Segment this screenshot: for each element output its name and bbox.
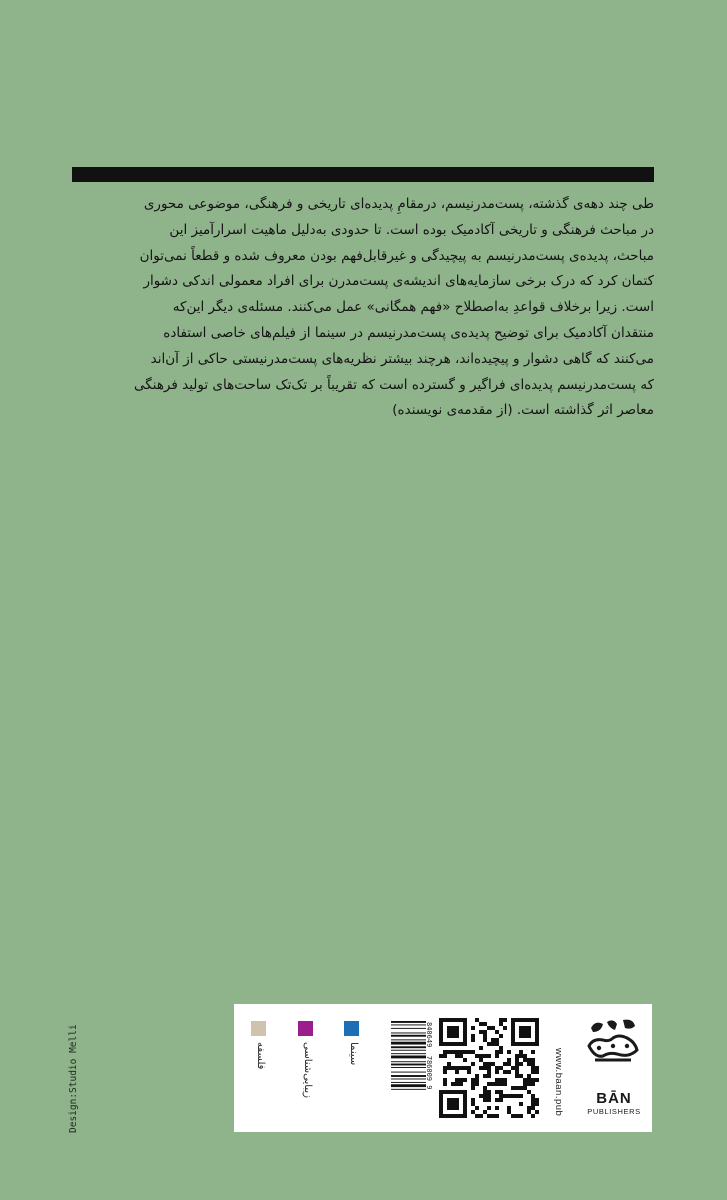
barcode-bar xyxy=(391,1061,426,1062)
qr-module xyxy=(507,1050,511,1054)
qr-module xyxy=(535,1070,539,1074)
qr-module xyxy=(483,1022,487,1026)
qr-module xyxy=(527,1078,531,1082)
qr-module xyxy=(507,1106,511,1110)
qr-module xyxy=(467,1050,471,1054)
qr-module xyxy=(467,1070,471,1074)
qr-module xyxy=(527,1106,531,1110)
qr-module xyxy=(463,1058,467,1062)
qr-module xyxy=(519,1074,523,1078)
barcode-bar xyxy=(391,1089,426,1090)
isbn-right: 840649 xyxy=(425,1022,433,1048)
isbn-prefix: 9 xyxy=(425,1085,433,1090)
qr-module xyxy=(519,1114,523,1118)
publisher-name: BĀN xyxy=(596,1090,632,1107)
category-label-cinema: سینما xyxy=(348,1042,359,1066)
isbn-number xyxy=(425,1022,433,1089)
qr-code[interactable] xyxy=(439,1018,539,1118)
isbn-left: 786009 xyxy=(425,1055,433,1082)
qr-module xyxy=(443,1054,447,1058)
qr-module xyxy=(471,1038,475,1042)
qr-module xyxy=(495,1030,499,1034)
qr-module xyxy=(483,1034,487,1038)
barcode-bar xyxy=(391,1056,426,1059)
qr-module xyxy=(471,1034,475,1038)
qr-module xyxy=(499,1066,503,1070)
qr-module xyxy=(447,1066,451,1070)
qr-module xyxy=(491,1026,495,1030)
qr-module xyxy=(463,1050,467,1054)
qr-module xyxy=(455,1050,459,1054)
qr-module xyxy=(519,1094,523,1098)
qr-module xyxy=(523,1086,527,1090)
qr-module xyxy=(471,1026,475,1030)
qr-module xyxy=(491,1062,495,1066)
qr-module xyxy=(495,1106,499,1110)
category-swatch-cinema xyxy=(344,1021,359,1036)
qr-module xyxy=(527,1074,531,1078)
qr-module xyxy=(519,1086,523,1090)
barcode-bar xyxy=(391,1084,426,1087)
qr-module xyxy=(531,1082,535,1086)
publisher-logo-icon xyxy=(583,1016,643,1066)
qr-module xyxy=(499,1050,503,1054)
qr-module xyxy=(531,1102,535,1106)
qr-module xyxy=(487,1042,491,1046)
qr-module xyxy=(527,1062,531,1066)
qr-module xyxy=(483,1030,487,1034)
qr-module xyxy=(523,1078,527,1082)
qr-module xyxy=(495,1082,499,1086)
qr-module xyxy=(491,1038,495,1042)
barcode-bar xyxy=(391,1033,426,1034)
qr-module xyxy=(475,1106,479,1110)
qr-module xyxy=(499,1034,503,1038)
qr-module xyxy=(503,1026,507,1030)
blurb-line: معاصر اثر گذاشته است. (از مقدمه‌ی نویسنده) xyxy=(392,402,654,419)
publisher-subtitle: PUBLISHERS xyxy=(587,1107,641,1116)
qr-module xyxy=(515,1094,519,1098)
qr-module xyxy=(535,1098,539,1102)
blurb-line: در مباحث فرهنگی و تاریخی آکادمیک بوده است. تا حدودی به‌دلیل ماهیت اسرارآمیز این xyxy=(169,221,654,238)
blurb-line: کتمان کرد که درک برخی سازمایه‌های اندیشه‌ی پست‌مدرن برای افراد معمولی اندکی دشوار xyxy=(143,273,654,290)
qr-module xyxy=(495,1114,499,1118)
qr-module xyxy=(515,1066,519,1070)
qr-module xyxy=(439,1054,443,1058)
back-cover-blurb xyxy=(72,192,654,424)
qr-module xyxy=(483,1098,487,1102)
qr-module xyxy=(531,1066,535,1070)
qr-module xyxy=(443,1070,447,1074)
qr-module xyxy=(503,1082,507,1086)
qr-module xyxy=(455,1082,459,1086)
qr-module xyxy=(491,1114,495,1118)
design-credit: Design:Studio Melli xyxy=(68,1024,79,1133)
barcode-bar xyxy=(391,1050,426,1051)
qr-module xyxy=(463,1066,467,1070)
qr-module xyxy=(487,1106,491,1110)
qr-module xyxy=(503,1018,507,1022)
qr-module xyxy=(535,1102,539,1106)
qr-module xyxy=(483,1038,487,1042)
qr-module xyxy=(479,1066,483,1070)
qr-module xyxy=(471,1110,475,1114)
qr-module xyxy=(519,1062,523,1066)
qr-module xyxy=(499,1018,503,1022)
barcode-bar xyxy=(391,1075,426,1077)
qr-module xyxy=(483,1062,487,1066)
qr-module xyxy=(479,1094,483,1098)
barcode-bar xyxy=(391,1082,426,1083)
qr-module xyxy=(499,1094,503,1098)
qr-module xyxy=(531,1078,535,1082)
qr-module xyxy=(499,1046,503,1050)
qr-module xyxy=(471,1098,475,1102)
qr-module xyxy=(451,1082,455,1086)
category-swatch-aesthetics xyxy=(298,1021,313,1036)
qr-module xyxy=(495,1054,499,1058)
qr-module xyxy=(523,1058,527,1062)
qr-module xyxy=(491,1042,495,1046)
barcode-bar xyxy=(391,1021,426,1023)
barcode-bar xyxy=(391,1046,426,1048)
qr-module xyxy=(511,1086,515,1090)
qr-module xyxy=(471,1086,475,1090)
barcode-bar xyxy=(391,1024,426,1025)
qr-module xyxy=(447,1062,451,1066)
qr-module xyxy=(519,1050,523,1054)
publisher-url[interactable]: www.baan.pub xyxy=(553,1048,564,1117)
qr-module xyxy=(483,1094,487,1098)
qr-finder-core xyxy=(447,1098,459,1110)
qr-module xyxy=(451,1066,455,1070)
blurb-line: است. زیرا برخلاف قواعدِ به‌اصطلاح «فهم همگانی» عمل می‌کنند. مسئله‌ی دیگر این‌که xyxy=(172,299,654,316)
qr-module xyxy=(483,1110,487,1114)
barcode-bar xyxy=(391,1039,426,1040)
qr-module xyxy=(531,1094,535,1098)
category-label-aesthetics: زیبایی‌شناسی xyxy=(302,1042,313,1098)
qr-module xyxy=(487,1066,491,1070)
qr-module xyxy=(507,1062,511,1066)
qr-module xyxy=(495,1098,499,1102)
qr-module xyxy=(511,1094,515,1098)
qr-module xyxy=(495,1038,499,1042)
qr-module xyxy=(531,1070,535,1074)
qr-module xyxy=(515,1062,519,1066)
qr-finder-core xyxy=(519,1026,531,1038)
qr-module xyxy=(507,1094,511,1098)
qr-module xyxy=(499,1098,503,1102)
qr-module xyxy=(495,1042,499,1046)
qr-module xyxy=(499,1090,503,1094)
qr-module xyxy=(515,1114,519,1118)
qr-module xyxy=(471,1082,475,1086)
qr-module xyxy=(479,1058,483,1062)
barcode-bar xyxy=(391,1067,426,1068)
qr-module xyxy=(491,1082,495,1086)
qr-module xyxy=(515,1070,519,1074)
qr-module xyxy=(487,1094,491,1098)
blurb-line: که پست‌مدرنیسم پدیده‌ای فراگیر و گسترده است که تقریباً بر تک‌تک ساحت‌های تولید فرهنگی xyxy=(134,376,654,393)
qr-module xyxy=(475,1078,479,1082)
qr-module xyxy=(527,1082,531,1086)
barcode-bar xyxy=(391,1072,426,1073)
qr-module xyxy=(531,1106,535,1110)
qr-module xyxy=(495,1078,499,1082)
qr-module xyxy=(519,1102,523,1106)
qr-module xyxy=(519,1054,523,1058)
qr-module xyxy=(523,1082,527,1086)
qr-module xyxy=(527,1090,531,1094)
qr-module xyxy=(515,1054,519,1058)
qr-module xyxy=(463,1078,467,1082)
qr-module xyxy=(499,1022,503,1026)
qr-module xyxy=(455,1054,459,1058)
qr-module xyxy=(483,1086,487,1090)
publisher-panel xyxy=(234,1004,652,1132)
qr-module xyxy=(503,1062,507,1066)
qr-module xyxy=(443,1082,447,1086)
barcode-bar xyxy=(391,1079,426,1080)
qr-module xyxy=(531,1058,535,1062)
qr-module xyxy=(523,1054,527,1058)
qr-module xyxy=(515,1086,519,1090)
qr-module xyxy=(531,1098,535,1102)
qr-module xyxy=(487,1090,491,1094)
top-rule xyxy=(72,167,654,182)
qr-module xyxy=(479,1114,483,1118)
qr-module xyxy=(503,1078,507,1082)
qr-module xyxy=(531,1114,535,1118)
qr-module xyxy=(495,1066,499,1070)
qr-module xyxy=(487,1114,491,1118)
qr-module xyxy=(479,1046,483,1050)
category-label-philosophy: فلسفه xyxy=(255,1042,266,1070)
barcode-bar xyxy=(391,1053,426,1054)
qr-module xyxy=(487,1074,491,1078)
blurb-line: طی چند دهه‌ی گذشته، پست‌مدرنیسم، درمقامِ پدیده‌ای تاریخی و فرهنگی، موضوعی محوری xyxy=(143,196,654,212)
qr-module xyxy=(455,1066,459,1070)
qr-module xyxy=(487,1062,491,1066)
qr-module xyxy=(531,1050,535,1054)
qr-module xyxy=(475,1114,479,1118)
blurb-line: می‌کنند که گاهی دشوار و پیچیده‌اند، هرچند بیشتر نظریه‌های پست‌مدرنیستی حاکی از آن‌اند xyxy=(150,350,654,367)
qr-module xyxy=(487,1026,491,1030)
qr-module xyxy=(455,1070,459,1074)
qr-module xyxy=(475,1054,479,1058)
qr-module xyxy=(459,1066,463,1070)
qr-module xyxy=(495,1050,499,1054)
qr-module xyxy=(471,1102,475,1106)
qr-module xyxy=(479,1054,483,1058)
qr-module xyxy=(471,1062,475,1066)
qr-module xyxy=(467,1066,471,1070)
qr-module xyxy=(475,1082,479,1086)
qr-module xyxy=(487,1098,491,1102)
qr-module xyxy=(443,1066,447,1070)
qr-module xyxy=(487,1082,491,1086)
qr-module xyxy=(447,1050,451,1054)
qr-module xyxy=(511,1066,515,1070)
barcode-bar xyxy=(391,1042,426,1045)
qr-module xyxy=(535,1078,539,1082)
qr-module xyxy=(515,1074,519,1078)
qr-module xyxy=(459,1054,463,1058)
qr-module xyxy=(507,1110,511,1114)
qr-module xyxy=(487,1054,491,1058)
qr-module xyxy=(471,1078,475,1082)
barcode-bar xyxy=(391,1064,426,1066)
blurb-line: منتقدان آکادمیک برای توضیح پدیده‌ی پست‌مدرنیسم در سینما از فیلم‌های خاصی استفاده xyxy=(163,324,654,341)
qr-module xyxy=(535,1066,539,1070)
barcode-bar xyxy=(391,1035,426,1037)
qr-module xyxy=(507,1070,511,1074)
qr-module xyxy=(479,1022,483,1026)
qr-module xyxy=(511,1114,515,1118)
qr-module xyxy=(443,1078,447,1082)
qr-module xyxy=(483,1066,487,1070)
qr-module xyxy=(475,1074,479,1078)
qr-module xyxy=(459,1082,463,1086)
qr-module xyxy=(527,1058,531,1062)
qr-module xyxy=(451,1050,455,1054)
qr-module xyxy=(483,1054,487,1058)
blurb-line: مباحث، پدیده‌ی پست‌مدرنیسم به پیچیدگی و غیرقابل‌فهم بودن معروف شده و قطعاً نمی‌توان xyxy=(139,247,654,264)
qr-module xyxy=(531,1062,535,1066)
qr-module xyxy=(503,1094,507,1098)
qr-module xyxy=(507,1058,511,1062)
qr-module xyxy=(479,1030,483,1034)
qr-module xyxy=(459,1078,463,1082)
qr-module xyxy=(443,1050,447,1054)
isbn-barcode xyxy=(391,1021,426,1116)
qr-module xyxy=(527,1110,531,1114)
qr-module xyxy=(475,1018,479,1022)
qr-module xyxy=(503,1070,507,1074)
qr-module xyxy=(487,1070,491,1074)
qr-module xyxy=(495,1090,499,1094)
qr-module xyxy=(471,1050,475,1054)
barcode-bar xyxy=(391,1028,426,1029)
category-swatch-philosophy xyxy=(251,1021,266,1036)
qr-module xyxy=(483,1074,487,1078)
qr-module xyxy=(455,1078,459,1082)
qr-module xyxy=(515,1058,519,1062)
qr-module xyxy=(495,1070,499,1074)
qr-module xyxy=(459,1050,463,1054)
qr-module xyxy=(535,1110,539,1114)
qr-module xyxy=(499,1078,503,1082)
qr-module xyxy=(483,1090,487,1094)
qr-module xyxy=(499,1082,503,1086)
qr-finder-core xyxy=(447,1026,459,1038)
